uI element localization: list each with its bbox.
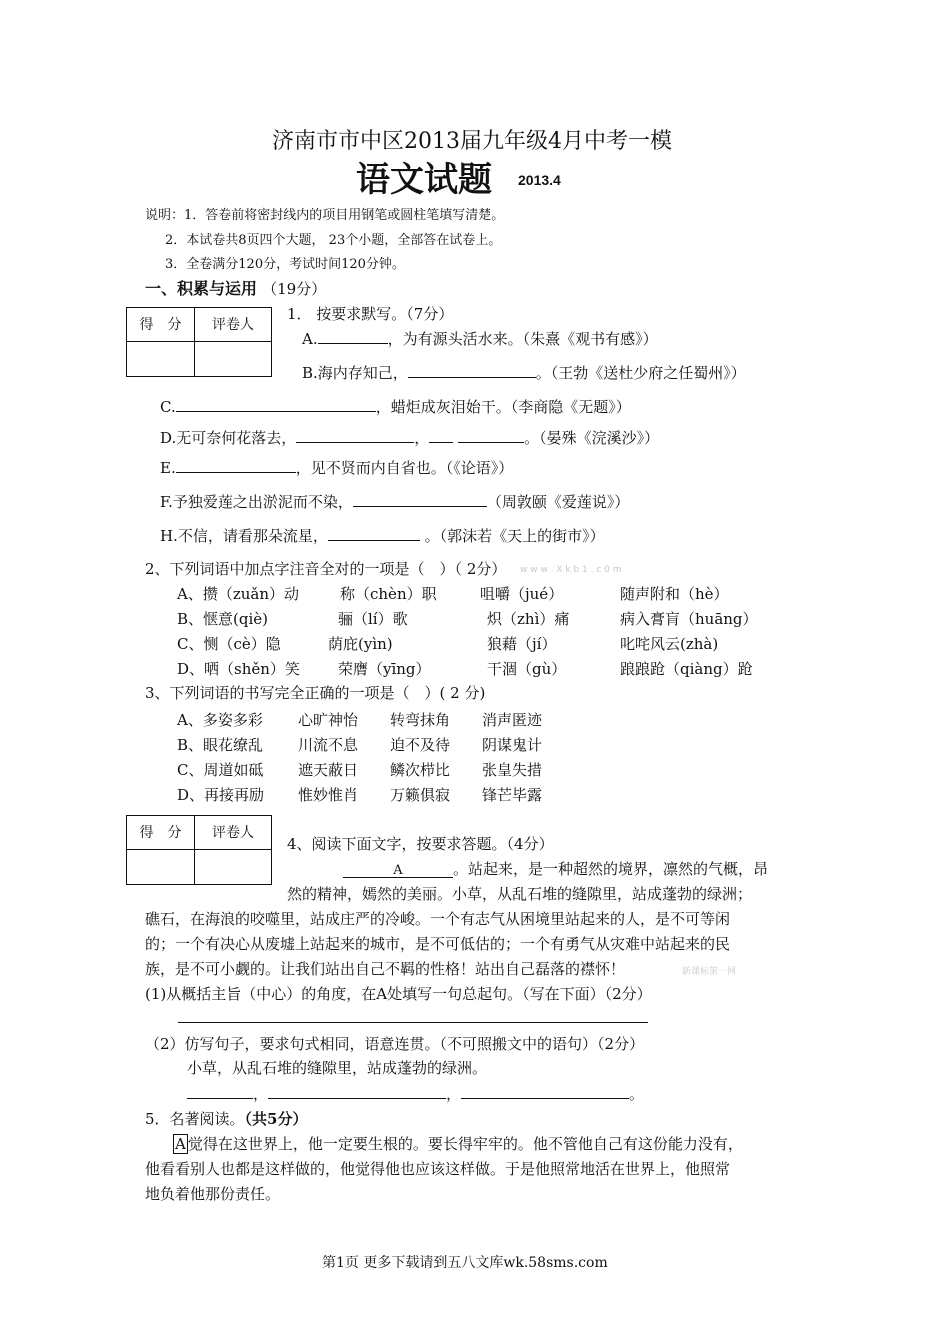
q1-b-blank[interactable]	[408, 363, 536, 378]
q5-line1-text: 觉得在这世界上，他一定要生根的。要长得牢牢的。他不管他自己有这份能力没有，	[187, 1135, 743, 1153]
score-input[interactable]	[127, 342, 195, 376]
score-input-2[interactable]	[127, 850, 195, 884]
q2-row-b-3: 炽（zhì）痛	[487, 610, 570, 628]
q5-line1	[173, 1133, 743, 1154]
q3-stem: 3、下列词语的书写完全正确的一项是（ ）( 2 分)	[145, 684, 486, 702]
exam-title-line2: 语文试题	[356, 160, 492, 200]
q3-row-c-4: 张皇失措	[482, 761, 543, 779]
grader-label: 评卷人	[195, 308, 271, 342]
q1-a-blank[interactable]	[318, 329, 388, 344]
q3-row-b-2: 川流不息	[298, 736, 359, 754]
q2-stem: 2、下列词语中加点字注音全对的一项是（ ）（ 2分）	[145, 560, 507, 578]
page-footer: 第1页 更多下载请到五八文库wk.58sms.com	[322, 1255, 608, 1271]
score-label: 得 分	[127, 308, 195, 342]
q1-d-label: D.无可奈何花落去，	[160, 429, 297, 447]
q1-d-blank-1[interactable]	[296, 428, 414, 443]
exam-title-line1: 济南市市中区2013届九年级4月中考一模	[272, 129, 672, 154]
q4-sub1: (1)从概括主旨（中心）的角度，在A处填写一句总起句。（写在下面）（2分）	[145, 985, 652, 1003]
q1-e-text: ，见不贤而内自省也。（《论语》）	[295, 459, 514, 477]
q2-row-a-2: 称（chèn）职	[340, 585, 437, 603]
q2-row-a-4: 随声附和（hè）	[620, 585, 729, 603]
q4-passage-line1	[343, 858, 768, 879]
q3-row-b-1: B、眼花缭乱	[177, 736, 264, 754]
q4-passage-line4: 的；一个有决心从废墟上站起来的城市，是不可低估的；一个有勇气从灾难中站起来的民	[145, 935, 731, 953]
q5-stem: 5．名著阅读。	[145, 1110, 245, 1128]
q1-item-h	[160, 525, 605, 546]
q1-h-blank[interactable]	[328, 526, 420, 541]
q1-stem: 1． 按要求默写。（7分）	[287, 305, 454, 323]
q4-line1-text: 。站起来，是一种超然的境界，凛然的气概，昂	[453, 860, 769, 878]
q4-sub2: （2）仿写句子，要求句式相同，语意连贯。（不可照搬文中的语句）（2分）	[145, 1035, 645, 1053]
q4-sub2-blank-2[interactable]	[268, 1084, 446, 1099]
q1-h-label: H.不信，请看那朵流星，	[160, 527, 328, 545]
q4-blank-a[interactable]: A	[343, 863, 453, 878]
q1-item-c	[160, 396, 631, 417]
watermark-1: w w w . X k b 1 . c 0 m	[520, 565, 622, 575]
q1-h-text: 。（郭沫若《天上的街市》）	[419, 527, 605, 545]
score-box-2	[126, 815, 272, 885]
q3-row-d-2: 惟妙惟肖	[298, 786, 359, 804]
q3-row-b-4: 阴谋鬼计	[482, 736, 543, 754]
q2-row-d-3: 干涸（gù）	[487, 660, 567, 678]
q5-boxed-label: A	[175, 1135, 186, 1153]
q1-d-text: 。（晏殊《浣溪沙》）	[524, 429, 660, 447]
score-box-1	[126, 307, 272, 377]
instruction-3: 3．全卷满分120分，考试时间120分钟。	[165, 257, 405, 272]
q4-passage-line2: 然的精神，嫣然的美丽。小草，从乱石堆的缝隙里，站成蓬勃的绿洲；	[287, 885, 753, 903]
q3-row-a-4: 消声匿迹	[482, 711, 543, 729]
q2-row-b-4: 病入膏肓（huāng）	[620, 610, 758, 628]
q3-row-d-1: D、再接再励	[177, 786, 265, 804]
q1-f-blank[interactable]	[353, 492, 487, 507]
exam-date: 2013.4	[518, 172, 561, 188]
q1-d-blank-2[interactable]	[429, 428, 453, 443]
q4-sub1-answer-line[interactable]	[178, 1022, 648, 1023]
q3-row-c-3: 鳞次栉比	[390, 761, 451, 779]
q1-f-text: （周敦颐《爱莲说》）	[486, 493, 630, 511]
instruction-1: 说明：1．答卷前将密封线内的项目用钢笔或圆柱笔填写清楚。	[145, 208, 505, 223]
score-label-2: 得 分	[127, 816, 195, 850]
grader-label-2: 评卷人	[195, 816, 271, 850]
q3-row-d-4: 锋芒毕露	[482, 786, 543, 804]
grader-input[interactable]	[195, 342, 271, 376]
q2-row-a-3: 咀嚼（jué）	[480, 585, 564, 603]
instruction-2: 2．本试卷共8页四个大题， 23个小题，全部答在试卷上。	[165, 233, 502, 248]
q3-row-b-3: 迫不及待	[390, 736, 451, 754]
q2-row-c-4: 叱咤风云(zhà)	[620, 635, 719, 653]
q3-row-c-1: C、周道如砥	[177, 761, 264, 779]
q4-sub2-example: 小草，从乱石堆的缝隙里，站成蓬勃的绿洲。	[187, 1059, 488, 1077]
q3-row-d-3: 万籁俱寂	[390, 786, 451, 804]
q2-row-c-3: 狼藉（jí）	[487, 635, 557, 653]
q4-sub2-blank-3[interactable]	[461, 1084, 629, 1099]
q5-line3: 地负着他那份责任。	[145, 1185, 281, 1203]
q1-f-label: F.予独爱莲之出淤泥而不染，	[160, 493, 353, 511]
q1-d-blank-3[interactable]	[458, 428, 524, 443]
q2-row-d-2: 荣膺（yīng）	[338, 660, 431, 678]
q1-item-f	[160, 491, 629, 512]
q2-row-d-4: 踉踉跄（qiàng）跄	[620, 660, 753, 678]
q1-e-label: E.	[160, 459, 176, 477]
q1-a-label: A.	[302, 330, 318, 348]
q1-b-label: B.海内存知己，	[302, 364, 408, 382]
q4-sub2-blank-1[interactable]	[187, 1084, 253, 1099]
grader-input-2[interactable]	[195, 850, 271, 884]
q1-c-blank[interactable]	[176, 397, 376, 412]
section1-title: 一、积累与运用	[145, 279, 258, 298]
q3-row-a-2: 心旷神怡	[298, 711, 359, 729]
q2-row-a-1: A、攒（zuǎn）动	[177, 585, 300, 603]
q5-heading	[145, 1108, 307, 1129]
section1-heading	[145, 276, 326, 299]
q5-line2: 他看看别人也都是这样做的，他觉得他也应该这样做。于是他照常地活在世界上，他照常	[145, 1160, 731, 1178]
q3-row-a-3: 转弯抹角	[390, 711, 451, 729]
q1-item-a	[302, 328, 658, 349]
q2-row-c-1: C、恻（cè）隐	[177, 635, 281, 653]
q4-passage-line3: 礁石，在海浪的咬噬里，站成庄严的冷峻。一个有志气从困境里站起来的人，是不可等闲	[145, 910, 731, 928]
q1-item-e	[160, 457, 513, 478]
q1-b-text: 。（王勃《送杜少府之任蜀州》）	[535, 364, 746, 382]
q4-stem: 4、阅读下面文字，按要求答题。（4分）	[287, 835, 554, 853]
q4-passage-line5: 族，是不可小觑的。让我们站出自己不羁的性格！站出自己磊落的襟怀！	[145, 960, 626, 978]
q3-row-a-1: A、多姿多彩	[177, 711, 263, 729]
q5-points: （共5分）	[244, 1110, 308, 1128]
q1-item-d	[160, 427, 659, 448]
q2-row-b-2: 骊（lí）歌	[338, 610, 408, 628]
q3-row-c-2: 遮天蔽日	[298, 761, 359, 779]
q1-a-text: ，为有源头活水来。（朱熹《观书有感》）	[387, 330, 658, 348]
q1-e-blank[interactable]	[176, 458, 296, 473]
q2-row-c-2: 荫庇(yìn)	[328, 635, 393, 653]
q1-item-b	[302, 362, 746, 383]
watermark-2: 新课标第一网	[682, 967, 737, 977]
q1-c-text: ，蜡炬成灰泪始干。（李商隐《无题》）	[375, 398, 631, 416]
q2-row-b-1: B、惬意(qiè)	[177, 610, 269, 628]
section1-points: （19分）	[262, 280, 327, 298]
q1-d-mid: ，	[414, 429, 430, 447]
q4-sub2-answer: ， ， 。	[187, 1083, 644, 1104]
q2-row-d-1: D、哂（shěn）笑	[177, 660, 300, 678]
q1-c-label: C.	[160, 398, 176, 416]
